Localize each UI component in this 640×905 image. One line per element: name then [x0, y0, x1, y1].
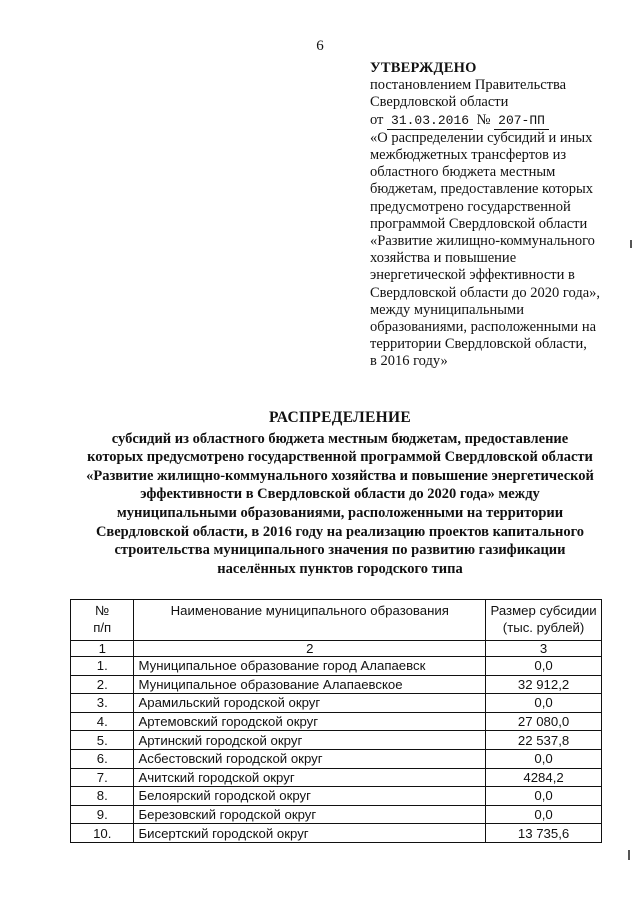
index-cell: 3 — [486, 641, 602, 657]
table-row — [71, 768, 602, 787]
approval-subject-line: «Развитие жилищно-коммунального — [370, 233, 595, 250]
row-subsidy-amount: 22 537,8 — [486, 731, 602, 750]
index-cell: 2 — [134, 641, 486, 657]
heading-line: Свердловской области, в 2016 году на реализацию проектов капитального — [95, 523, 585, 540]
header-amount: Размер субсидии (тыс. рублей) — [486, 600, 602, 641]
row-municipality: Белоярский городской округ — [134, 787, 486, 806]
header-num: № п/п — [71, 600, 134, 641]
row-number: 5. — [71, 731, 134, 750]
row-number: 7. — [71, 768, 134, 787]
row-municipality: Муниципальное образование Алапаевское — [134, 675, 486, 694]
document-subtitle — [60, 430, 620, 579]
row-subsidy-amount: 0,0 — [486, 694, 602, 713]
row-subsidy-amount: 13 735,6 — [486, 824, 602, 843]
row-subsidy-amount: 0,0 — [486, 657, 602, 676]
row-municipality: Асбестовский городской округ — [134, 749, 486, 768]
column-index-row — [71, 641, 602, 657]
approval-subject-line: между муниципальными — [370, 301, 524, 318]
number-prefix: № — [476, 111, 491, 128]
row-number: 2. — [71, 675, 134, 694]
table-row — [71, 712, 602, 731]
table-row — [71, 787, 602, 806]
approval-date: 31.03.2016 — [387, 112, 473, 130]
approval-subject-line: территории Свердловской области, — [370, 336, 587, 353]
table-row — [71, 824, 602, 843]
approval-line: постановлением Правительства — [370, 77, 567, 94]
heading-line: «Развитие жилищно-коммунального хозяйства и повышение энергетической — [86, 467, 594, 484]
approval-subject-line: областного бюджета местным — [370, 164, 556, 181]
table-row — [71, 675, 602, 694]
row-municipality: Муниципальное образование город Алапаевск — [134, 657, 486, 676]
row-municipality: Артинский городской округ — [134, 731, 486, 750]
heading-line: строительства муниципального значения по развитию газификации — [114, 542, 566, 559]
approval-subject-line: «О распределении субсидий и иных — [370, 129, 593, 146]
approval-number: 207-ПП — [494, 112, 549, 130]
index-cell: 1 — [71, 641, 134, 657]
row-subsidy-amount: 27 080,0 — [486, 712, 602, 731]
scan-artifact — [630, 240, 632, 248]
date-prefix: от — [370, 111, 384, 128]
approval-subject-line: энергетической эффективности в — [370, 267, 575, 284]
row-number: 10. — [71, 824, 134, 843]
row-number: 8. — [71, 787, 134, 806]
heading-line: населённых пунктов городского типа — [217, 560, 463, 577]
document-title: РАСПРЕДЕЛЕНИЕ — [269, 409, 411, 426]
row-municipality: Березовский городской округ — [134, 805, 486, 824]
approval-stamp — [370, 60, 625, 371]
approval-subject-line: хозяйства и повышение — [370, 250, 517, 267]
table-row — [71, 694, 602, 713]
approval-subject — [370, 130, 625, 371]
row-number: 4. — [71, 712, 134, 731]
table-row — [71, 657, 602, 676]
document-heading — [60, 409, 620, 578]
row-municipality: Арамильский городской округ — [134, 694, 486, 713]
row-municipality: Артемовский городской округ — [134, 712, 486, 731]
approval-subject-line: Свердловской области до 2020 года», — [370, 284, 601, 301]
row-number: 9. — [71, 805, 134, 824]
heading-line: эффективности в Свердловской области до 2020 года» между — [140, 486, 540, 503]
subsidy-table — [70, 599, 602, 843]
row-number: 6. — [71, 749, 134, 768]
approval-order-line — [370, 112, 625, 130]
table-row — [71, 731, 602, 750]
approval-subject-line: в 2016 году» — [370, 353, 448, 370]
row-subsidy-amount: 0,0 — [486, 805, 602, 824]
row-subsidy-amount: 32 912,2 — [486, 675, 602, 694]
heading-line: субсидий из областного бюджета местным бюджетам, предоставление — [111, 430, 569, 447]
header-name: Наименование муниципального образования — [134, 600, 486, 641]
approval-title: УТВЕРЖДЕНО — [370, 60, 477, 76]
heading-line: муниципальными образованиями, расположенными на территории — [116, 504, 564, 521]
approval-line: Свердловской области — [370, 94, 509, 111]
row-number: 1. — [71, 657, 134, 676]
scan-artifact — [628, 850, 630, 860]
approval-subject-line: предусмотрено государственной — [370, 198, 571, 215]
table-header-row — [71, 600, 602, 641]
table-row — [71, 749, 602, 768]
row-number: 3. — [71, 694, 134, 713]
approval-subject-line: межбюджетных трансфертов из — [370, 147, 567, 164]
row-subsidy-amount: 0,0 — [486, 787, 602, 806]
row-subsidy-amount: 0,0 — [486, 749, 602, 768]
approval-subject-line: образованиями, расположенными на — [370, 319, 597, 336]
table-row — [71, 805, 602, 824]
heading-line: которых предусмотрено государственной программой Свердловской области — [87, 449, 593, 466]
row-municipality: Бисертский городской округ — [134, 824, 486, 843]
row-subsidy-amount: 4284,2 — [486, 768, 602, 787]
page-number: 6 — [316, 38, 324, 54]
approval-subject-line: программой Свердловской области — [370, 215, 588, 232]
approval-subject-line: бюджетам, предоставление которых — [370, 181, 594, 198]
row-municipality: Ачитский городской округ — [134, 768, 486, 787]
